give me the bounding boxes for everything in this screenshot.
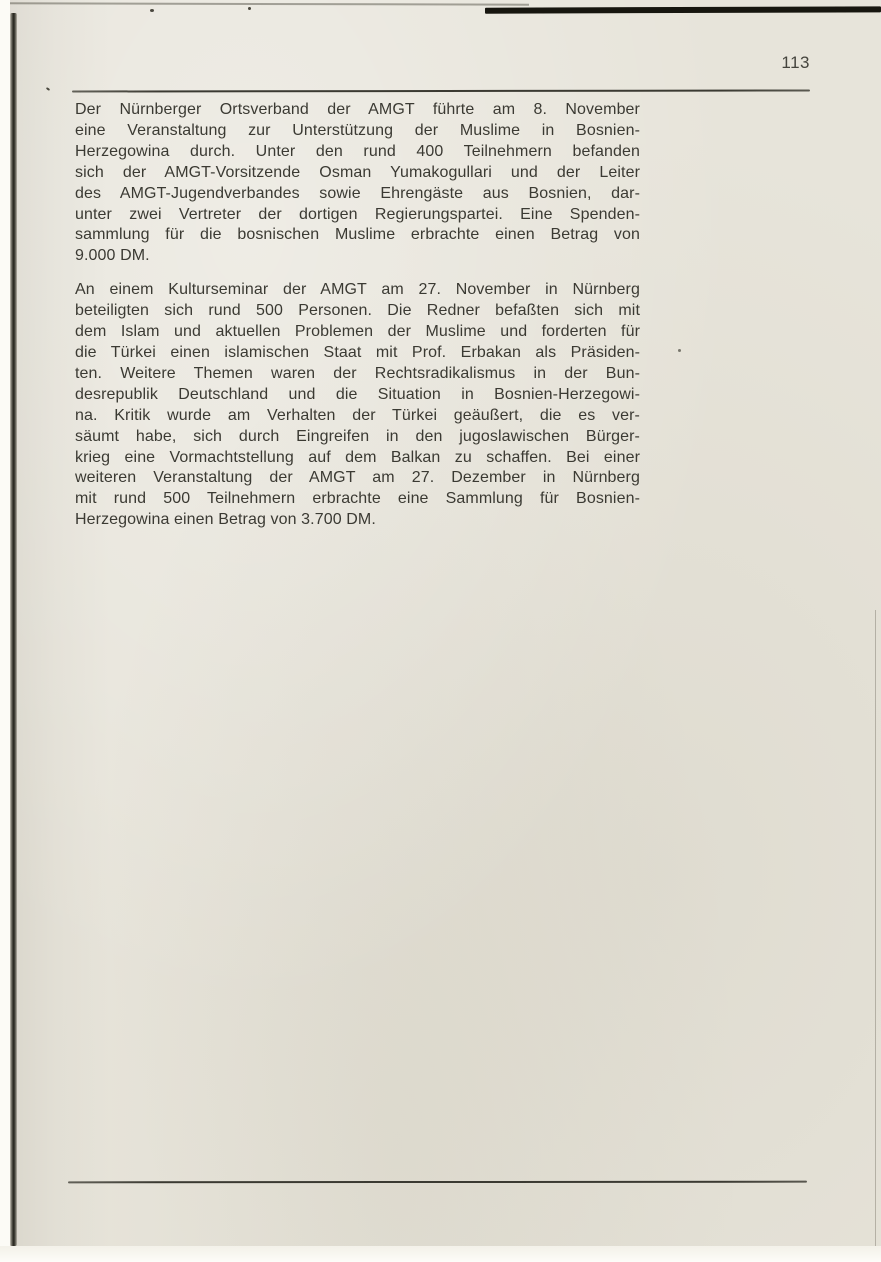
- text-line: weiteren Veranstaltung der AMGT am 27. Dezember in Nürnberg: [75, 469, 640, 487]
- paragraph: [75, 100, 640, 267]
- scan-speck: [678, 349, 681, 352]
- text-line: säumt habe, sich durch Eingreifen in den jugoslawischen Bürger-: [75, 427, 640, 445]
- text-line: desrepublik Deutschland und die Situation in Bosnien-Herzegowi-: [75, 385, 640, 403]
- scanner-margin-left: [0, 0, 10, 1262]
- text-line: sich der AMGT-Vorsitzende Osman Yumakogullari und der Leiter: [75, 163, 640, 181]
- scan-speck: [248, 7, 251, 10]
- text-line: na. Kritik wurde am Verhalten der Türkei geäußert, die es ver-: [75, 406, 640, 424]
- scanner-margin-bottom: [0, 1246, 881, 1262]
- text-line: dem Islam und aktuellen Problemen der Muslime und forderten für: [75, 323, 640, 341]
- text-line: des AMGT-Jugendverbandes sowie Ehrengäste aus Bosnien, dar-: [75, 184, 640, 202]
- body-text: [75, 100, 640, 544]
- text-line: unter zwei Vertreter der dortigen Regierungspartei. Eine Spenden-: [75, 205, 640, 223]
- text-line: An einem Kulturseminar der AMGT am 27. November in Nürnberg: [75, 281, 640, 299]
- text-line: krieg eine Vormachtstellung auf dem Balkan zu schaffen. Bei einer: [75, 448, 640, 466]
- paragraph: [75, 280, 640, 531]
- text-line: sammlung für die bosnischen Muslime erbrachte einen Betrag von: [75, 226, 640, 244]
- text-line: mit rund 500 Teilnehmern erbrachte eine Sammlung für Bosnien-: [75, 490, 640, 508]
- page-number-label: 113: [781, 53, 810, 72]
- scan-speck: [150, 9, 154, 12]
- text-line: beteiligten sich rund 500 Personen. Die Redner befaßten sich mit: [75, 302, 640, 320]
- text-line: ten. Weitere Themen waren der Rechtsradikalismus in der Bun-: [75, 364, 640, 382]
- text-line: Herzegowina einen Betrag von 3.700 DM.: [75, 511, 376, 529]
- scan-scratch-right: [875, 610, 876, 1246]
- text-line: Der Nürnberger Ortsverband der AMGT führte am 8. November: [75, 101, 640, 118]
- book-binding-edge: [10, 13, 17, 1246]
- text-line: die Türkei einen islamischen Staat mit Prof. Erbakan als Präsiden-: [75, 343, 640, 361]
- text-line: 9.000 DM.: [75, 247, 150, 265]
- text-line: eine Veranstaltung zur Unterstützung der Muslime in Bosnien-: [75, 121, 640, 139]
- text-line: Herzegowina durch. Unter den rund 400 Teilnehmern befanden: [75, 142, 640, 160]
